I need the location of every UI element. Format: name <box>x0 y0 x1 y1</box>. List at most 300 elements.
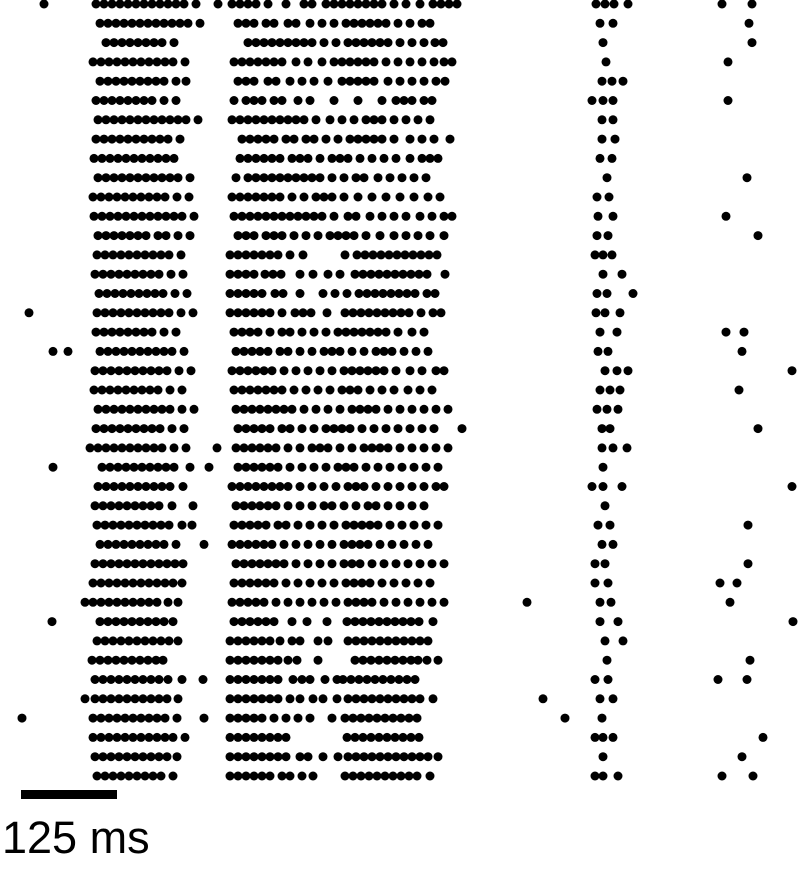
spike-dot <box>146 463 155 472</box>
spike-dot <box>230 328 239 337</box>
spike-dot <box>242 694 251 703</box>
spike-dot <box>323 617 332 626</box>
spike-dot <box>270 617 279 626</box>
spike-dot <box>369 250 378 259</box>
spike-dot <box>262 57 271 66</box>
spike-dot <box>168 347 177 356</box>
spike-dot <box>113 733 122 742</box>
spike-dot <box>352 694 361 703</box>
spike-dot <box>115 270 124 279</box>
spike-dot <box>141 250 150 259</box>
spike-dot <box>205 463 214 472</box>
spike-dot <box>180 347 189 356</box>
spike-dot <box>107 675 116 684</box>
spike-dot <box>262 386 271 395</box>
spike-dot <box>258 289 267 298</box>
spike-dot <box>323 308 332 317</box>
spike-dot <box>131 559 140 568</box>
spike-dot <box>410 193 419 202</box>
spike-dot <box>133 772 142 781</box>
spike-dot <box>360 598 369 607</box>
spike-dot <box>274 752 283 761</box>
spike-dot <box>306 675 315 684</box>
spike-dot <box>151 289 160 298</box>
spike-dot <box>136 347 145 356</box>
spike-dot <box>150 38 159 47</box>
spike-dot <box>147 675 156 684</box>
spike-dot <box>420 482 429 491</box>
spike-dot <box>722 212 731 221</box>
spike-dot <box>150 443 159 452</box>
spike-dot <box>240 443 249 452</box>
spike-dot <box>156 424 165 433</box>
spike-dot <box>609 733 618 742</box>
spike-dot <box>228 482 237 491</box>
spike-dot <box>174 636 183 645</box>
spike-dot <box>180 424 189 433</box>
spike-dot <box>399 656 408 665</box>
spike-dot <box>163 752 172 761</box>
spike-dot <box>100 0 109 9</box>
spike-dot <box>128 347 137 356</box>
spike-dot <box>129 598 138 607</box>
spike-dot <box>131 366 140 375</box>
spike-dot <box>123 675 132 684</box>
spike-dot <box>405 308 414 317</box>
spike-dot <box>310 77 319 86</box>
spike-dot <box>416 212 425 221</box>
spike-dot <box>425 250 434 259</box>
spike-dot <box>280 540 289 549</box>
spike-dot <box>290 231 299 240</box>
spike-dot <box>298 77 307 86</box>
spike-dot <box>260 38 269 47</box>
spike-dot <box>276 173 285 182</box>
spike-dot <box>276 347 285 356</box>
spike-dot <box>172 0 181 9</box>
spike-dot <box>162 231 171 240</box>
spike-dot <box>328 540 337 549</box>
spike-dot <box>608 77 617 86</box>
spike-dot <box>726 598 735 607</box>
spike-dot <box>250 772 259 781</box>
spike-dot <box>299 250 308 259</box>
spike-dot <box>370 57 379 66</box>
spike-dot <box>129 193 138 202</box>
spike-dot <box>170 212 179 221</box>
spike-dot <box>144 656 153 665</box>
spike-dot <box>118 173 127 182</box>
spike-dot <box>115 675 124 684</box>
spike-dot <box>178 405 187 414</box>
spike-dot <box>424 347 433 356</box>
spike-dot <box>594 212 603 221</box>
spike-dot <box>426 115 435 124</box>
spike-dot <box>167 270 176 279</box>
spike-dot <box>411 289 420 298</box>
spike-dot <box>148 328 157 337</box>
spike-dot <box>609 212 618 221</box>
spike-dot <box>110 173 119 182</box>
spike-dot <box>190 212 199 221</box>
spike-dot <box>288 405 297 414</box>
spike-dot <box>618 270 627 279</box>
spike-dot <box>178 579 187 588</box>
spike-dot <box>286 250 295 259</box>
spike-dot <box>440 231 449 240</box>
spike-dot <box>744 521 753 530</box>
spike-dot <box>408 96 417 105</box>
spike-dot <box>109 308 118 317</box>
spike-dot <box>153 57 162 66</box>
spike-dot <box>373 308 382 317</box>
spike-dot <box>328 501 337 510</box>
spike-dot <box>282 579 291 588</box>
spike-dot <box>125 521 134 530</box>
spike-dot <box>250 675 259 684</box>
spike-dot <box>236 482 245 491</box>
spike-dot <box>64 347 73 356</box>
spike-dot <box>126 482 135 491</box>
spike-dot <box>349 772 358 781</box>
spike-dot <box>314 231 323 240</box>
spike-dot <box>596 617 605 626</box>
spike-dot <box>107 694 116 703</box>
spike-dot <box>110 231 119 240</box>
spike-dot <box>360 347 369 356</box>
spike-dot <box>716 579 725 588</box>
spike-dot <box>745 19 754 28</box>
spike-dot <box>394 424 403 433</box>
spike-dot <box>614 772 623 781</box>
spike-dot <box>106 463 115 472</box>
spike-dot <box>278 57 287 66</box>
spike-dot <box>593 405 602 414</box>
spike-dot <box>384 752 393 761</box>
spike-dot <box>230 386 239 395</box>
spike-dot <box>94 405 103 414</box>
spike-dot <box>426 772 435 781</box>
spike-dot <box>270 135 279 144</box>
spike-dot <box>145 193 154 202</box>
spike-dot <box>132 135 141 144</box>
spike-dot <box>104 347 113 356</box>
spike-dot <box>390 0 399 9</box>
spike-dot <box>338 57 347 66</box>
spike-dot <box>314 386 323 395</box>
spike-dot <box>278 212 287 221</box>
spike-dot <box>160 77 169 86</box>
spike-dot <box>309 772 318 781</box>
spike-dot <box>296 482 305 491</box>
spike-dot <box>276 115 285 124</box>
spike-dot <box>107 752 116 761</box>
spike-dot <box>358 521 367 530</box>
spike-dot <box>115 501 124 510</box>
spike-dot <box>170 154 179 163</box>
spike-dot <box>136 617 145 626</box>
spike-dot <box>86 443 95 452</box>
spike-dot <box>593 193 602 202</box>
spike-dot <box>724 96 733 105</box>
spike-dot <box>114 212 123 221</box>
spike-dot <box>397 714 406 723</box>
spike-dot <box>308 598 317 607</box>
spike-dot <box>406 135 415 144</box>
spike-dot <box>242 656 251 665</box>
spike-dot <box>362 115 371 124</box>
spike-dot <box>429 694 438 703</box>
spike-dot <box>351 656 360 665</box>
spike-dot <box>366 386 375 395</box>
spike-dot <box>140 135 149 144</box>
spike-dot <box>300 193 309 202</box>
spike-dot <box>440 559 449 568</box>
spike-dot <box>350 19 359 28</box>
spike-dot <box>348 540 357 549</box>
spike-dot <box>415 733 424 742</box>
spike-dot <box>139 559 148 568</box>
spike-dot <box>157 636 166 645</box>
spike-dot <box>230 212 239 221</box>
spike-dot <box>136 656 145 665</box>
spike-dot <box>359 270 368 279</box>
spike-dot <box>264 347 273 356</box>
spike-dot <box>146 212 155 221</box>
spike-dot <box>160 328 169 337</box>
spike-dot <box>250 463 259 472</box>
spike-dot <box>408 482 417 491</box>
spike-dot <box>200 714 209 723</box>
spike-dot <box>130 154 139 163</box>
spike-dot <box>446 135 455 144</box>
spike-dot <box>789 617 798 626</box>
spike-dot <box>92 96 101 105</box>
spike-dot <box>390 231 399 240</box>
spike-dot <box>376 752 385 761</box>
spike-dot <box>242 289 251 298</box>
spike-dot <box>244 540 253 549</box>
spike-dot <box>236 540 245 549</box>
spike-dot <box>163 366 172 375</box>
spike-dot <box>326 386 335 395</box>
spike-dot <box>319 289 328 298</box>
spike-dot <box>606 386 615 395</box>
spike-dot <box>322 463 331 472</box>
spike-dot <box>351 270 360 279</box>
spike-dot <box>598 424 607 433</box>
spike-dot <box>258 96 267 105</box>
spike-dot <box>136 540 145 549</box>
spike-dot <box>418 57 427 66</box>
spike-dot <box>420 38 429 47</box>
spike-dot <box>105 57 114 66</box>
spike-dot <box>278 231 287 240</box>
spike-dot <box>426 579 435 588</box>
spike-dot <box>408 501 417 510</box>
spike-dot <box>168 501 177 510</box>
spike-dot <box>400 540 409 549</box>
spike-dot <box>18 714 27 723</box>
spike-dot <box>338 77 347 86</box>
spike-dot <box>272 598 281 607</box>
spike-dot <box>102 173 111 182</box>
spike-dot <box>250 308 259 317</box>
spike-dot <box>363 289 372 298</box>
spike-dot <box>278 772 287 781</box>
spike-dot <box>102 405 111 414</box>
spike-dot <box>284 38 293 47</box>
spike-dot <box>92 328 101 337</box>
spike-dot <box>276 193 285 202</box>
spike-dot <box>368 598 377 607</box>
spike-dot <box>286 212 295 221</box>
spike-dot <box>266 250 275 259</box>
spike-dot <box>333 694 342 703</box>
spike-dot <box>428 96 437 105</box>
spike-dot <box>252 598 261 607</box>
spike-dot <box>391 656 400 665</box>
spike-dot <box>158 405 167 414</box>
spike-dot <box>598 443 607 452</box>
spike-dot <box>304 154 313 163</box>
spike-dot <box>100 328 109 337</box>
spike-dot <box>226 308 235 317</box>
spike-dot <box>440 598 449 607</box>
spike-dot <box>417 308 426 317</box>
spike-dot <box>296 289 305 298</box>
spike-dot <box>272 405 281 414</box>
spike-dot <box>746 656 755 665</box>
spike-dot <box>316 173 325 182</box>
spike-dot <box>142 231 151 240</box>
spike-dot <box>432 443 441 452</box>
spike-dot <box>173 752 182 761</box>
spike-dot <box>178 675 187 684</box>
spike-dot <box>420 328 429 337</box>
spike-dot <box>164 135 173 144</box>
spike-dot <box>100 135 109 144</box>
spike-dot <box>282 521 291 530</box>
spike-dot <box>539 694 548 703</box>
spike-dot <box>300 0 309 9</box>
spike-dot <box>106 386 115 395</box>
spike-dot <box>124 328 133 337</box>
spike-dot <box>234 636 243 645</box>
spike-dot <box>138 212 147 221</box>
spike-dot <box>609 19 618 28</box>
spike-dot <box>407 617 416 626</box>
spike-dot <box>291 308 300 317</box>
spike-dot <box>599 752 608 761</box>
spike-dot <box>302 135 311 144</box>
spike-dot <box>383 617 392 626</box>
spike-dot <box>102 482 111 491</box>
spike-dot <box>332 598 341 607</box>
spike-dot <box>272 77 281 86</box>
spike-dot <box>292 540 301 549</box>
spike-dot <box>144 77 153 86</box>
spike-dot <box>523 598 532 607</box>
spike-dot <box>453 0 462 9</box>
spike-dot <box>254 579 263 588</box>
spike-dot <box>250 96 259 105</box>
spike-dot <box>432 366 441 375</box>
spike-dot <box>266 328 275 337</box>
spike-dot <box>109 772 118 781</box>
spike-dot <box>624 0 633 9</box>
spike-dot <box>398 521 407 530</box>
spike-dot <box>262 617 271 626</box>
spike-dot <box>166 405 175 414</box>
spike-dot <box>213 443 222 452</box>
spike-dot <box>110 38 119 47</box>
spike-dot <box>392 694 401 703</box>
spike-dot <box>358 579 367 588</box>
spike-dot <box>266 308 275 317</box>
spike-dot <box>130 463 139 472</box>
spike-dot <box>348 405 357 414</box>
spike-dot <box>344 752 353 761</box>
spike-dot <box>118 231 127 240</box>
spike-dot <box>602 57 611 66</box>
spike-dot <box>186 231 195 240</box>
spike-dot <box>116 424 125 433</box>
spike-dot <box>342 463 351 472</box>
spike-dot <box>334 231 343 240</box>
spike-dot <box>440 57 449 66</box>
spike-dot <box>339 675 348 684</box>
spike-dot <box>396 77 405 86</box>
spike-dot <box>242 772 251 781</box>
spike-dot <box>351 617 360 626</box>
spike-dot <box>113 579 122 588</box>
spike-dot <box>106 212 115 221</box>
spike-dot <box>97 714 106 723</box>
spike-dot <box>278 96 287 105</box>
spike-dot <box>338 386 347 395</box>
spike-dot <box>386 173 395 182</box>
spike-dot <box>328 154 337 163</box>
spike-dot <box>298 675 307 684</box>
spike-dot <box>302 212 311 221</box>
spike-dot <box>363 675 372 684</box>
spike-dot <box>132 328 141 337</box>
spike-dot <box>131 501 140 510</box>
spike-dot <box>307 308 316 317</box>
spike-dot <box>105 714 114 723</box>
spike-dot <box>406 57 415 66</box>
spike-dot <box>346 0 355 9</box>
spike-dot <box>404 559 413 568</box>
spike-dot <box>352 501 361 510</box>
spike-dot <box>144 617 153 626</box>
spike-dot <box>376 694 385 703</box>
spike-dot <box>592 308 601 317</box>
spike-dot <box>365 308 374 317</box>
spike-dot <box>284 443 293 452</box>
spike-dot <box>130 386 139 395</box>
spike-dot <box>288 193 297 202</box>
spike-dot <box>168 424 177 433</box>
spike-dot <box>118 405 127 414</box>
spike-dot <box>599 733 608 742</box>
spike-dot <box>358 19 367 28</box>
spike-dot <box>155 675 164 684</box>
spike-dot <box>262 579 271 588</box>
spike-dot <box>390 579 399 588</box>
spike-dot <box>242 231 251 240</box>
